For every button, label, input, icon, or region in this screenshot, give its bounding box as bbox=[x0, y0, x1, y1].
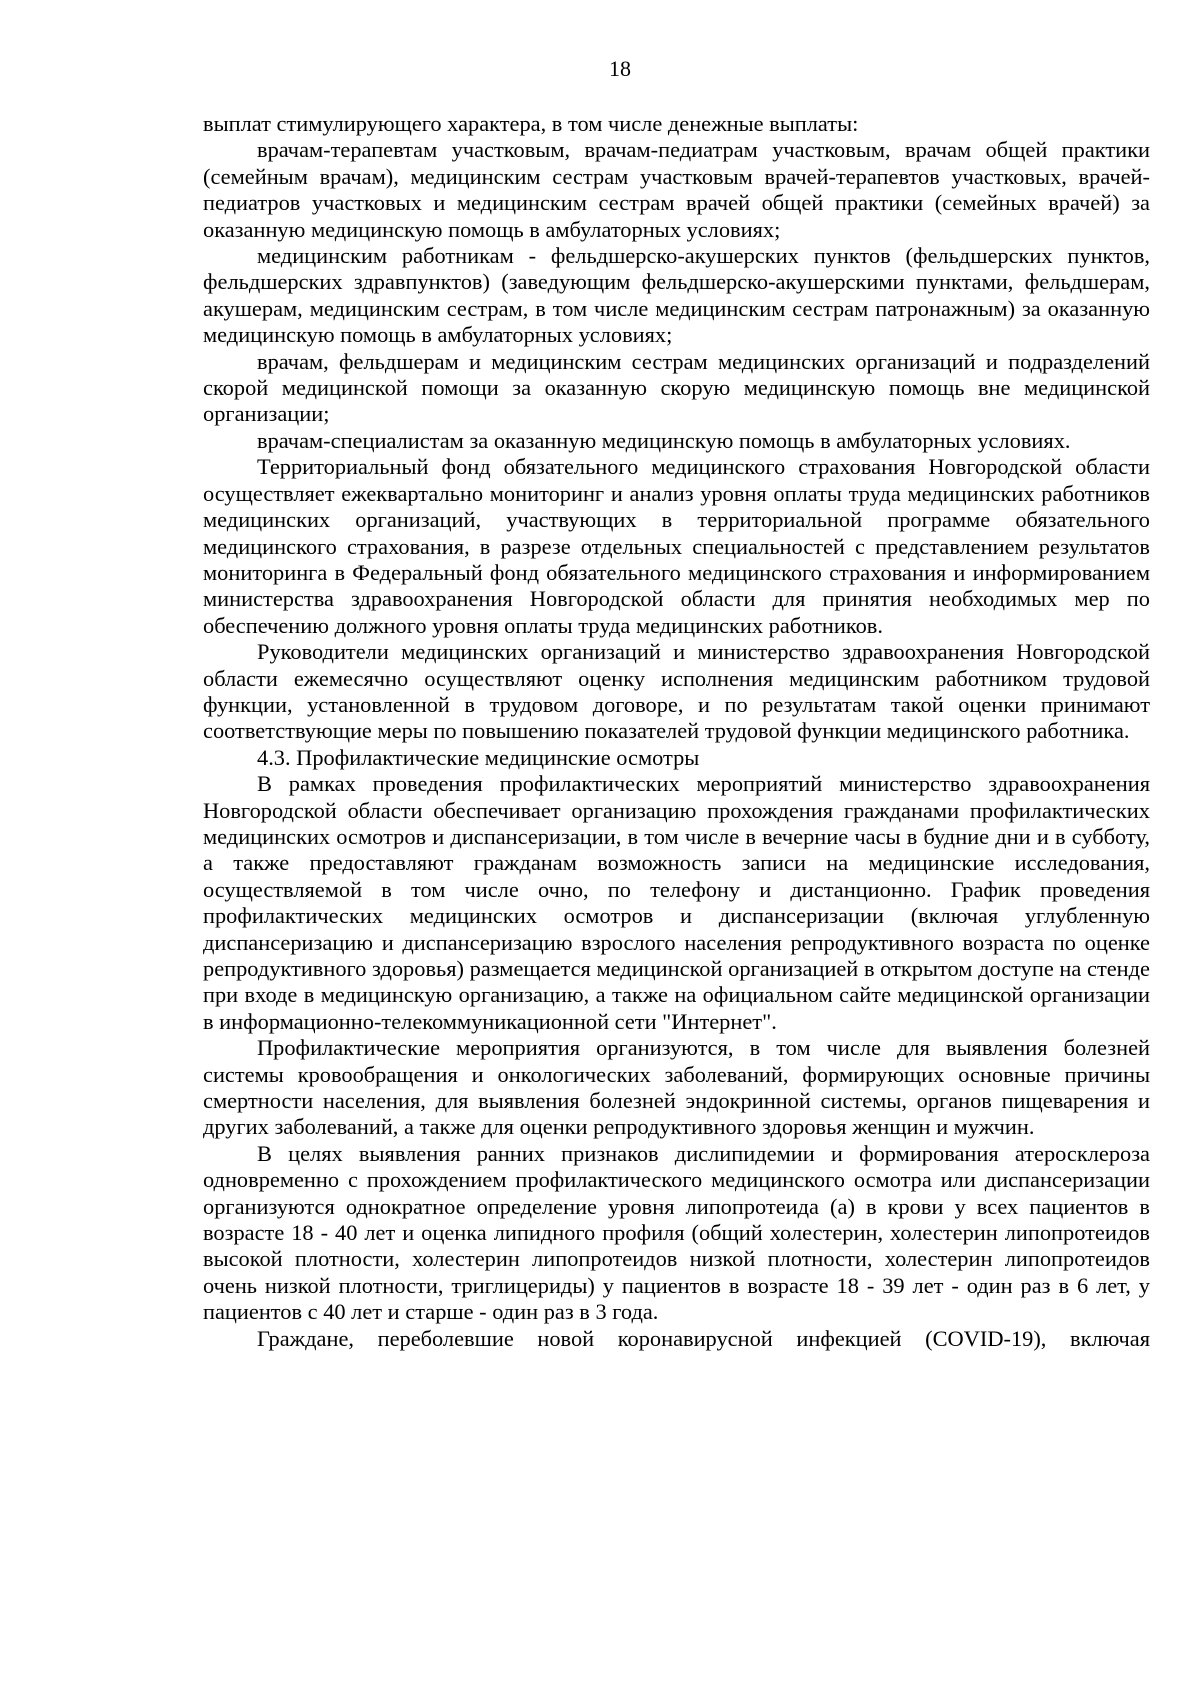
paragraph: врачам, фельдшерам и медицинским сестрам медицинских организаций и подразделений скорой медицинской помощи за оказанную скорую медицинскую помощь вне медицинской организации; bbox=[203, 348, 1150, 427]
paragraph: Профилактические мероприятия организуются, в том числе для выявления болезней системы кровообращения и онкологических заболеваний, формирующих основные причины смертности населения, для выявления болезней эндокринной системы, органов пищеварения и других заболеваний, а также для оценки репродуктивного здоровья женщин и мужчин. bbox=[203, 1035, 1150, 1140]
paragraph: врачам-специалистам за оказанную медицинскую помощь в амбулаторных условиях. bbox=[257, 427, 1071, 453]
paragraph: Территориальный фонд обязательного медицинского страхования Новгородской области осуществляет ежеквартально мониторинг и анализ уровня оплаты труда медицинских работников медицинских организаций, участвующих в территориальной программе обязательного медицинского страхования, в разрезе отдельных специальностей с представлением результатов мониторинга в Федеральный фонд обязательного медицинского страхования и информированием министерства здравоохранения Новгородской области для принятия необходимых мер по обеспечению должного уровня оплаты труда медицинских работников. bbox=[203, 454, 1150, 638]
paragraph: врачам-терапевтам участковым, врачам-педиатрам участковым, врачам общей практики (семейным врачам), медицинским сестрам участковым врачей-терапевтов участковых, врачей-педиатров участковых и медицинским сестрам врачей общей практики (семейных врачей) за оказанную медицинскую помощь в амбулаторных условиях; bbox=[203, 137, 1150, 242]
paragraph: Граждане, переболевшие новой коронавирусной инфекцией (COVID-19), включая bbox=[257, 1325, 1150, 1351]
document-body bbox=[203, 111, 1150, 1352]
page-number: 18 bbox=[609, 56, 631, 81]
paragraph: выплат стимулирующего характера, в том числе денежные выплаты: bbox=[203, 111, 859, 136]
paragraph: Руководители медицинских организаций и министерство здравоохранения Новгородской области ежемесячно осуществляют оценку исполнения медицинским работником трудовой функции, установленной в трудовом договоре, и по результатам такой оценки принимают соответствующие меры по повышению показателей трудовой функции медицинского работника. bbox=[203, 639, 1150, 744]
paragraph: медицинским работникам - фельдшерско-акушерских пунктов (фельдшерских пунктов, фельдшерских здравпунктов) (заведующим фельдшерско-акушерскими пунктами, фельдшерам, акушерам, медицинским сестрам, в том числе медицинским сестрам патронажным) за оказанную медицинскую помощь в амбулаторных условиях; bbox=[203, 243, 1150, 348]
paragraph: В рамках проведения профилактических мероприятий министерство здравоохранения Новгородской области обеспечивает организацию прохождения гражданами профилактических медицинских осмотров и диспансеризации, в том числе в вечерние часы в будние дни и в субботу, а также предоставляют гражданам возможность записи на медицинские исследования, осуществляемой в том числе очно, по телефону и дистанционно. График проведения профилактических медицинских осмотров и диспансеризации (включая углубленную диспансеризацию и диспансеризацию взрослого населения репродуктивного возраста по оценке репродуктивного здоровья) размещается медицинской организацией в открытом доступе на стенде при входе в медицинскую организацию, а также на официальном сайте медицинской организации в информационно-телекоммуникационной сети "Интернет". bbox=[203, 771, 1150, 1034]
section-heading: 4.3. Профилактические медицинские осмотры bbox=[257, 744, 700, 770]
paragraph: В целях выявления ранних признаков дислипидемии и формирования атеросклероза одновременно с прохождением профилактического медицинского осмотра или диспансеризации организуются однократное определение уровня липопротеида (а) в крови у всех пациентов в возрасте 18 - 40 лет и оценка липидного профиля (общий холестерин, холестерин липопротеидов высокой плотности, холестерин липопротеидов низкой плотности, холестерин липопротеидов очень низкой плотности, триглицериды) у пациентов в возрасте 18 - 39 лет - один раз в 6 лет, у пациентов с 40 лет и старше - один раз в 3 года. bbox=[203, 1140, 1150, 1325]
